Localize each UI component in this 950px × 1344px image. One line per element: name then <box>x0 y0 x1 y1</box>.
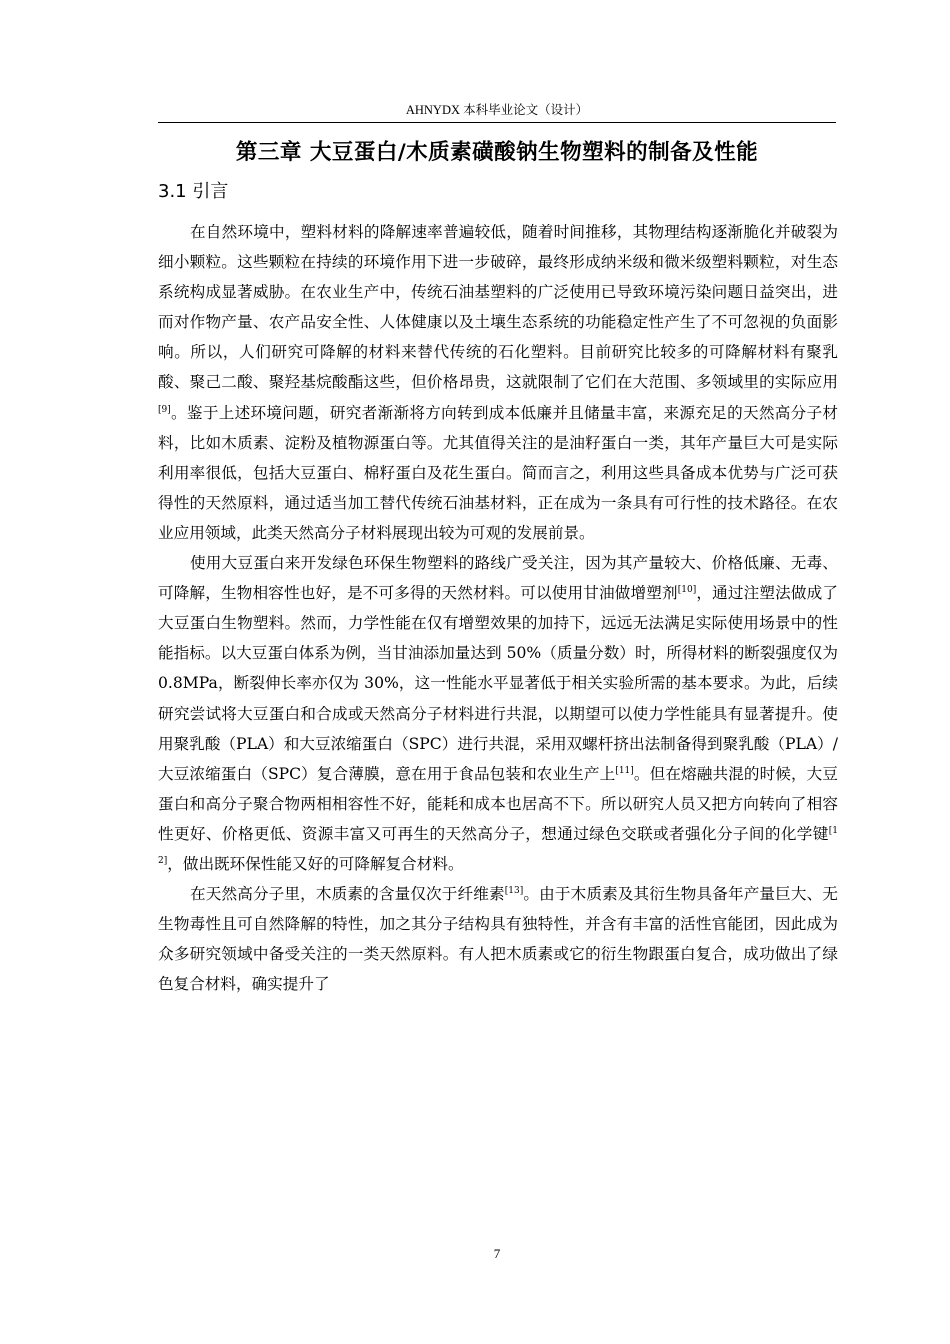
citation-ref: [10] <box>677 585 697 596</box>
text-run: ，做出既环保性能又好的可降解复合材料。 <box>167 854 464 873</box>
paragraph-2 <box>158 548 838 879</box>
text-run: ，通过注塑法做成了大豆蛋白生物塑料。然而，力学性能在仅有增塑效果的加持下，远远无法满足实际使用场景中的性能指标。以大豆蛋白体系为例，当甘油添加量达到 50%（质量分数）时，所得材料的断裂强度仅为 0.8MPa，断裂伸长率亦仅为 30%，这一性能水平显著低于相关实验所需的基本要求。为此，后续研究尝试将大豆蛋白和合成或天然高分子材料进行共混，以期望可以使力学性能具有显著提升。使用聚乳酸（PLA）和大豆浓缩蛋白（SPC）进行共混，采用双螺杆挤出法制备得到聚乳酸（PLA）/大豆浓缩蛋白（SPC）复合薄膜，意在用于食品包装和农业生产上 <box>158 584 839 783</box>
text-run: 使用大豆蛋白来开发绿色环保生物塑料的路线广受关注，因为其产量较大、价格低廉、无毒、可降解，生物相容性也好，是不可多得的天然材料。可以使用甘油做增塑剂 <box>158 554 838 603</box>
citation-ref: [12] <box>158 825 838 866</box>
text-run: 在天然高分子里，木质素的含量仅次于纤维素 <box>190 885 505 904</box>
header-rule <box>158 122 836 123</box>
page-number: 7 <box>493 1246 501 1261</box>
text-run: 。鉴于上述环境问题，研究者渐渐将方向转到成本低廉并且储量丰富，来源充足的天然高分子材料，比如木质素、淀粉及植物源蛋白等。尤其值得关注的是油籽蛋白一类，其年产量巨大可是实际利用率很低，包括大豆蛋白、棉籽蛋白及花生蛋白。简而言之，利用这些具备成本优势与广泛可获得性的天然原料，通过适当加工替代传统石油基材料，正在成为一条具有可行性的技术路径。在农业应用领域，此类天然高分子材料展现出较为可观的发展前景。 <box>158 403 838 542</box>
text-run: 。由于木质素及其衍生物具备年产量巨大、无生物毒性且可自然降解的特性，加之其分子结构具有独特性，并含有丰富的活性官能团，因此成为众多研究领域中备受关注的一类天然原料。有人把木质素或它的衍生物跟蛋白复合，成功做出了绿色复合材料，确实提升了 <box>158 885 838 994</box>
section-title: 3.1 引言 <box>158 181 229 202</box>
citation-ref: [9] <box>158 404 171 415</box>
body-text <box>158 217 838 999</box>
paragraph-1 <box>158 217 838 548</box>
paragraph-3 <box>158 879 838 999</box>
citation-ref: [13] <box>504 886 524 897</box>
text-run: 。但在熔融共混的时候，大豆蛋白和高分子聚合物两相相容性不好，能耗和成本也居高不下。所以研究人员又把方向转向了相容性更好、价格更低、资源丰富又可再生的天然高分子，想通过绿色交联或者强化分子间的化学键 <box>158 764 838 843</box>
page-header: AHNYDX 本科毕业论文（设计） <box>405 103 589 117</box>
chapter-title: 第三章 大豆蛋白/木质素磺酸钠生物塑料的制备及性能 <box>235 140 759 165</box>
text-run: 在自然环境中，塑料材料的降解速率普遍较低，随着时间推移，其物理结构逐渐脆化并破裂为细小颗粒。这些颗粒在持续的环境作用下进一步破碎，最终形成纳米级和微米级塑料颗粒，对生态系统构成显著威胁。在农业生产中，传统石油基塑料的广泛使用已导致环境污染问题日益突出，进而对作物产量、农产品安全性、人体健康以及土壤生态系统的功能稳定性产生了不可忽视的负面影响。所以，人们研究可降解的材料来替代传统的石化塑料。目前研究比较多的可降解材料有聚乳酸、聚己二酸、聚羟基烷酸酯这些，但价格昂贵，这就限制了它们在大范围、多领域里的实际应用 <box>158 223 838 392</box>
citation-ref: [11] <box>615 765 634 776</box>
